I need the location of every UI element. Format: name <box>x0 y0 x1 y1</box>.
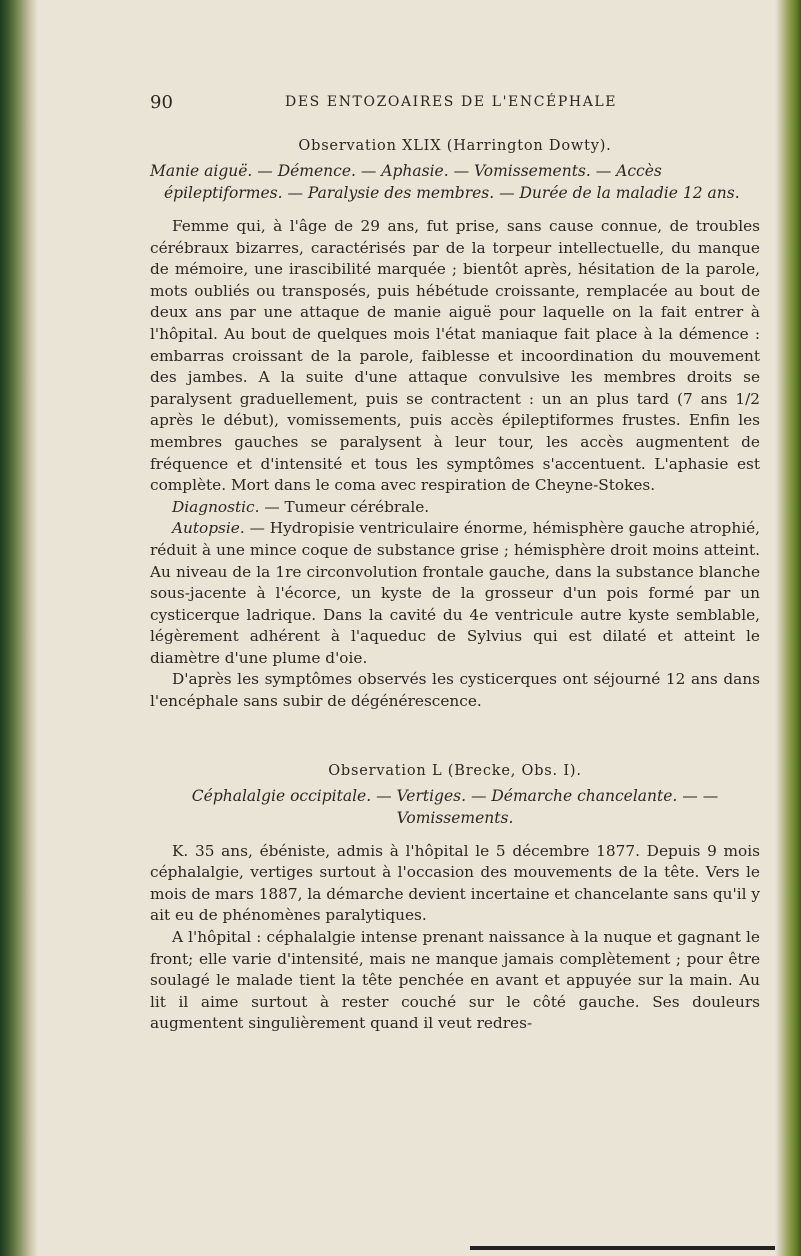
observation-49-autopsy: Autopsie. — Hydropisie ventriculaire énorme, hémisphère gauche atrophié, réduit à une mince coque de substance grise ; hémisphère droit moins atteint. Au niveau de la 1re circonvolution frontale gauche, dans la substance blanche sous-jacente à l'écorce, un kyste de la grosseur d'un pois formé par un cysticerque ladrique. Dans la cavité du 4e ventricule autre kyste semblable, légèrement adhérent à l'aqueduc de Sylvius qui est dilaté et atteint le diamètre d'une plume d'oie. <box>150 519 760 667</box>
observation-49-title: Observation XLIX (Harrington Dowty). <box>298 138 612 154</box>
observation-49-paragraph: Femme qui, à l'âge de 29 ans, fut prise, sans cause connue, de troubles cérébraux bizarres, caractérisés par de la torpeur intellectuelle, du manque de mémoire, une irascibilité marquée ; bientôt après, hésitation de la parole, mots oubliés ou transposés, puis hébétude croissante, remplacée au bout de deux ans par une attaque de manie aiguë pour laquelle on la fait entrer à l'hôpital. Au bout de quelques mois l'état maniaque fait place à la démence : embarras croissant de la parole, faiblesse et incoordination du mouvement des jambes. A la suite d'une attaque convulsive les membres droits se paralysent graduellement, puis se contractent : un an plus tard (7 ans 1/2 après le début), vomissements, puis accès épileptiformes frustes. Enfin les membres gauches se paralysent à leur tour, les accès augmentent de fréquence et d'intensité et tous les symptômes s'accentuent. L'aphasie est complète. Mort dans le coma avec respiration de Cheyne-Stokes. <box>150 217 760 495</box>
running-title: DES ENTOZOAIRES DE L'ENCÉPHALE <box>285 94 618 110</box>
book-page <box>150 92 760 1035</box>
page-number: 90 <box>150 92 173 113</box>
observation-50-title: Observation L (Brecke, Obs. I). <box>328 762 582 779</box>
page-header <box>150 92 760 122</box>
observation-49-diagnostic: Diagnostic. — Tumeur cérébrale. <box>172 497 430 516</box>
observation-50-paragraph-2: A l'hôpital : céphalalgie intense prenant naissance à la nuque et gagnant le front; elle varie d'intensité, mais ne manque jamais complètement ; pour être soulagé le malade tient la tête penchée en avant et appuyée sur la main. Au lit il aime surtout à rester couché sur le côté gauche. Ses douleurs augmentent singulièrement quand il veut redres- <box>150 928 760 1033</box>
observation-50-paragraph: K. 35 ans, ébéniste, admis à l'hôpital le 5 décembre 1877. Depuis 9 mois céphalalgie, vertiges surtout à l'occasion des mouvements de la tête. Vers le mois de mars 1887, la démarche devient incertaine et chancelante sans qu'il y ait eu de phénomènes paralytiques. <box>150 841 760 925</box>
observation-50-summary: Céphalalgie occipitale. — Vertiges. — Démarche chancelante. — — Vomissements. <box>191 786 719 827</box>
scan-left-edge <box>0 0 38 1256</box>
autopsy-label: Autopsie. <box>172 519 245 538</box>
observation-49-conclusion: D'après les symptômes observés les cysticerques ont séjourné 12 ans dans l'encéphale sans subir de dégénérescence. <box>150 670 760 711</box>
scan-right-edge <box>775 0 801 1256</box>
scan-bottom-rule <box>470 1246 775 1250</box>
diagnostic-label: Diagnostic. <box>172 497 260 516</box>
observation-49-summary: Manie aiguë. — Démence. — Aphasie. — Vomissements. — Accès épileptiformes. — Paralysie des membres. — Durée de la maladie 12 ans. <box>150 162 740 202</box>
